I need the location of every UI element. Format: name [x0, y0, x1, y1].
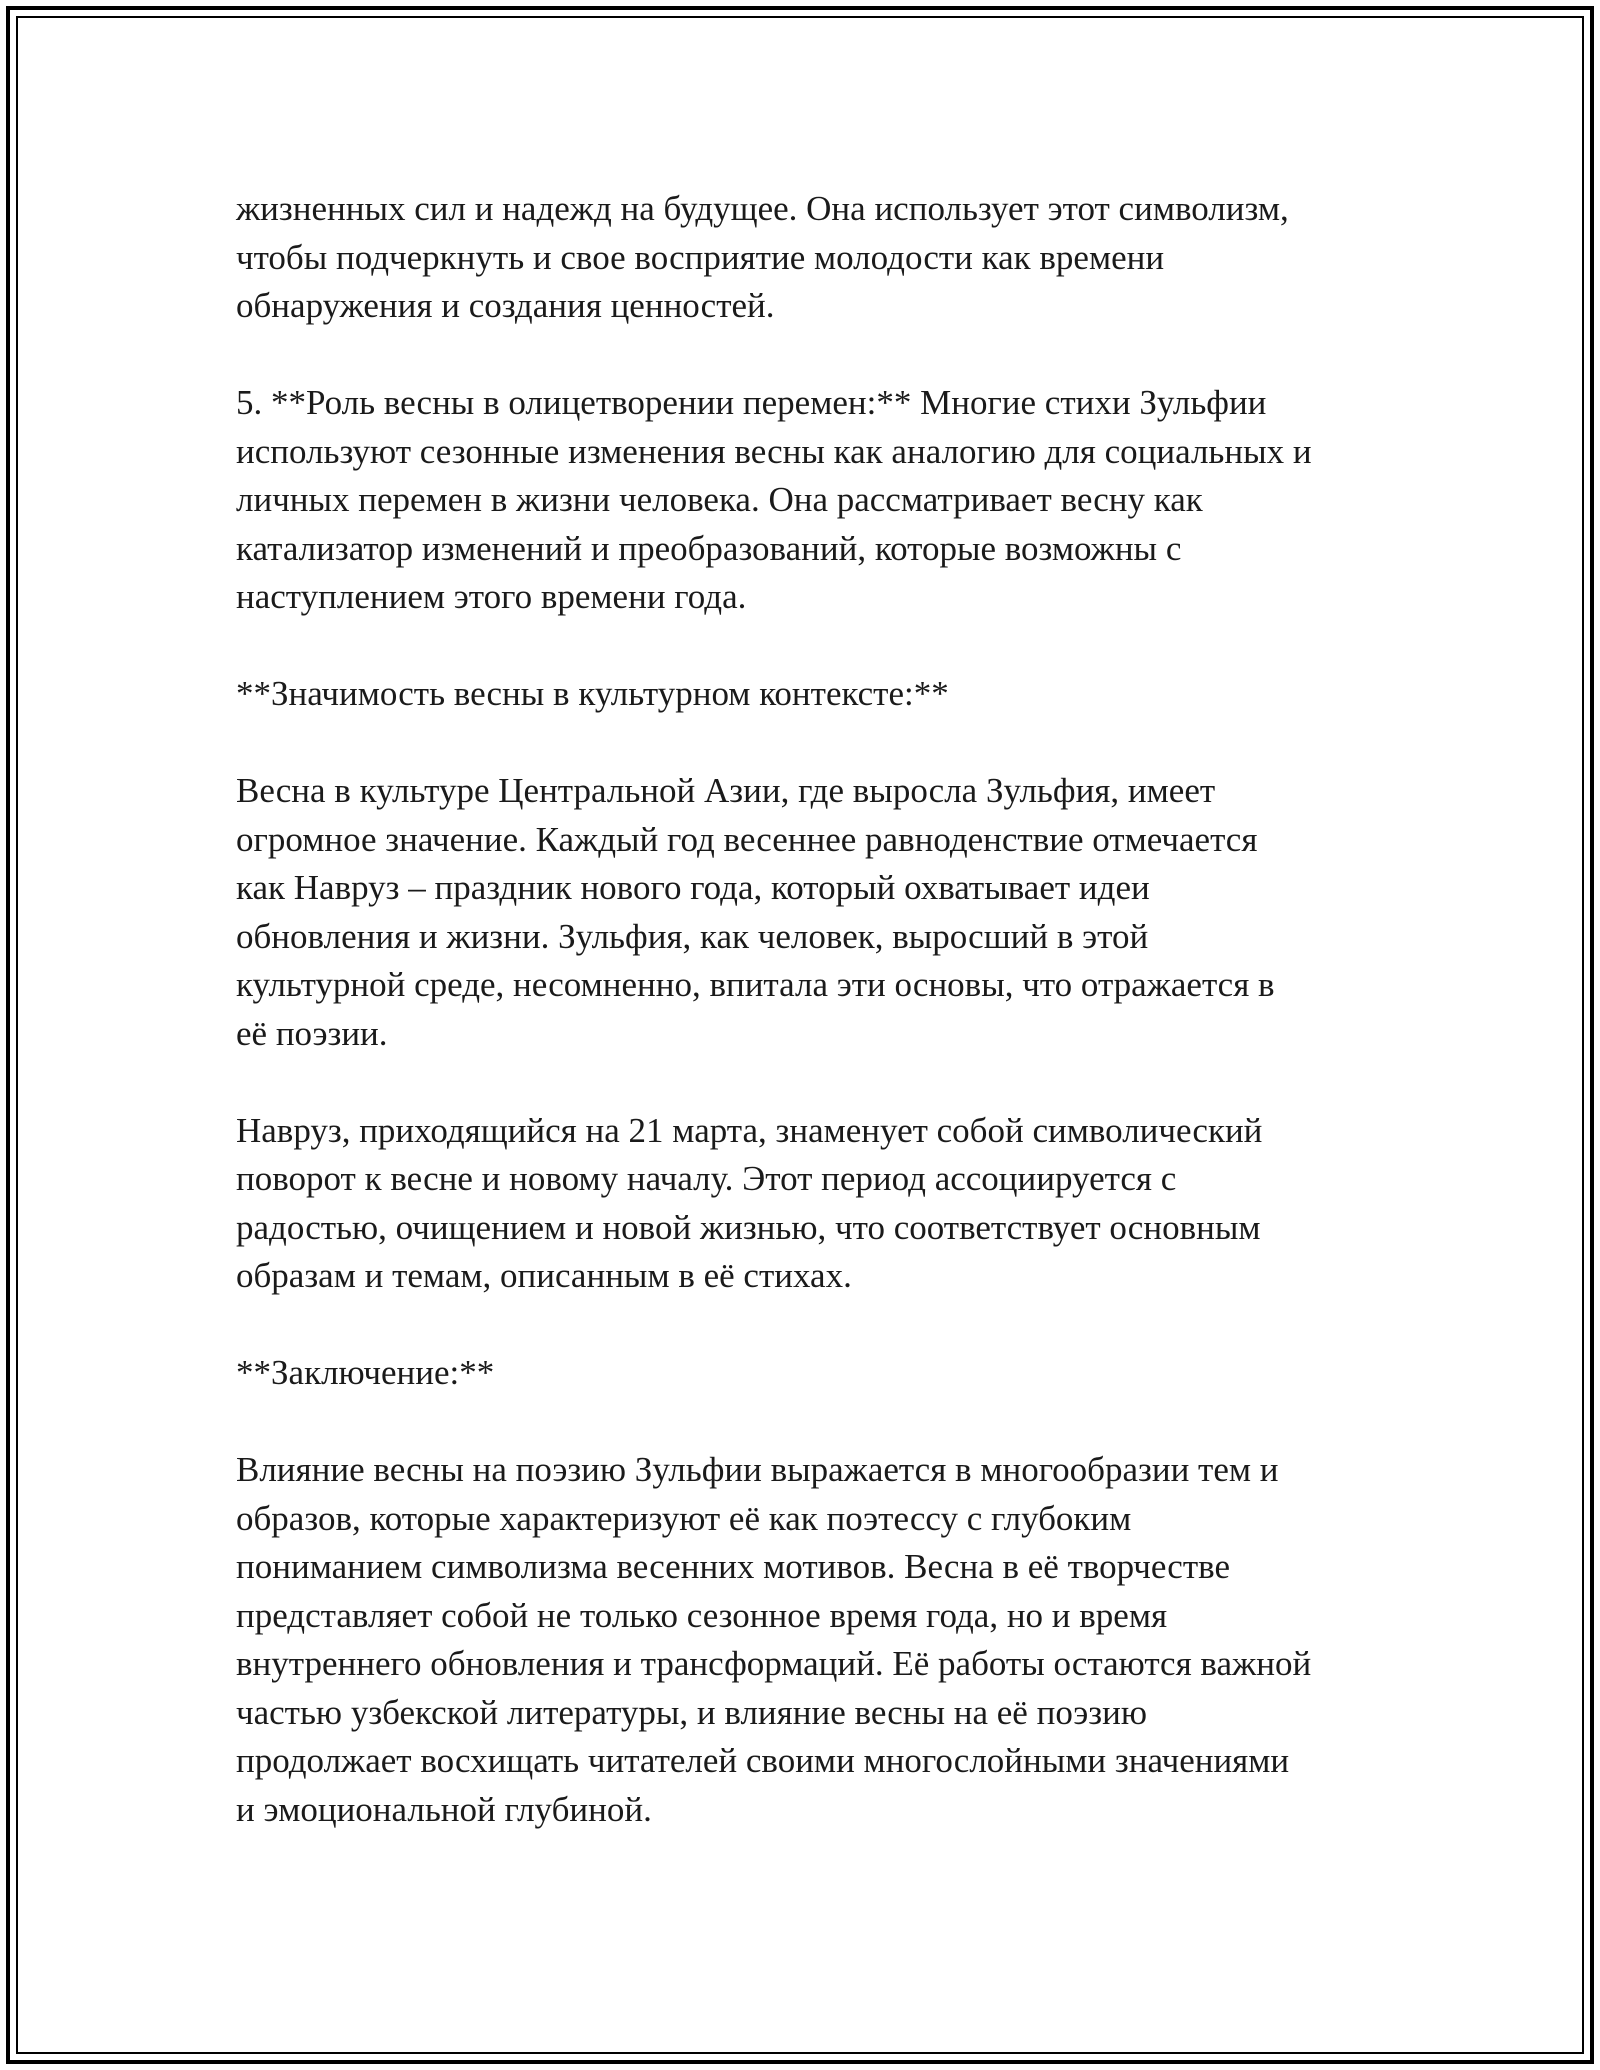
text-line: поворот к весне и новому началу. Этот период ассоциируется с: [236, 1159, 1177, 1198]
paragraph-gap: [236, 622, 1376, 671]
paragraph-navruz: [236, 1107, 1376, 1301]
text-line: её поэзии.: [236, 1013, 388, 1053]
text-line: Весна в культуре Центральной Азии, где выросла Зульфия, имеет: [236, 771, 1216, 810]
paragraph-gap: [236, 1058, 1376, 1107]
section-heading: **Заключение:**: [236, 1353, 495, 1392]
text-line: культурной среде, несомненно, впитала эти основы, что отражается в: [236, 965, 1275, 1004]
section-heading: **Значимость весны в культурном контексте:**: [236, 674, 949, 713]
text-line: как Навруз – праздник нового года, который охватывает идеи: [236, 868, 1150, 907]
paragraph-conclusion: [236, 1446, 1376, 1834]
text-line: и эмоциональной глубиной.: [236, 1789, 652, 1829]
text-line: радостью, очищением и новой жизнью, что соответствует основным: [236, 1207, 1261, 1247]
paragraph-gap: [236, 1398, 1376, 1447]
text-line: 5. **Роль весны в олицетворении перемен:** Многие стихи Зульфии: [236, 383, 1267, 422]
text-line: обновления и жизни. Зульфия, как человек, выросший в этой: [236, 916, 1149, 956]
text-line: продолжает восхищать читателей своими многослойными значениями: [236, 1741, 1290, 1780]
text-line: катализатор изменений и преобразований, которые возможны с: [236, 528, 1182, 568]
paragraph-role-of-spring: [236, 379, 1376, 622]
heading-conclusion: [236, 1349, 1376, 1398]
text-line: Влияние весны на поэзию Зульфии выражается в многообразии тем и: [236, 1450, 1279, 1489]
text-line: наступлением этого времени года.: [236, 577, 747, 616]
text-line: представляет собой не только сезонное время года, но и время: [236, 1595, 1168, 1635]
text-line: жизненных сил и надежд на будущее. Она использует этот символизм,: [236, 189, 1289, 228]
text-line: личных перемен в жизни человека. Она рассматривает весну как: [236, 480, 1203, 519]
document-body: [236, 185, 1376, 1834]
text-line: частью узбекской литературы, и влияние весны на её поэзию: [236, 1692, 1147, 1732]
paragraph-central-asia: [236, 767, 1376, 1058]
heading-cultural-context: [236, 670, 1376, 719]
text-line: огромное значение. Каждый год весеннее равноденствие отмечается: [236, 819, 1258, 859]
paragraph-youth-symbolism: [236, 185, 1376, 331]
text-line: используют сезонные изменения весны как аналогию для социальных и: [236, 431, 1312, 471]
text-line: Навруз, приходящийся на 21 марта, знаменует собой символический: [236, 1110, 1263, 1150]
text-line: образам и темам, описанным в её стихах.: [236, 1256, 852, 1295]
text-line: внутреннего обновления и трансформаций. Её работы остаются важной: [236, 1644, 1312, 1683]
text-line: образов, которые характеризуют её как поэтессу с глубоким: [236, 1498, 1132, 1538]
text-line: чтобы подчеркнуть и свое восприятие молодости как времени: [236, 237, 1165, 277]
paragraph-gap: [236, 331, 1376, 380]
paragraph-gap: [236, 719, 1376, 768]
text-line: пониманием символизма весенних мотивов. Весна в её творчестве: [236, 1547, 1230, 1586]
paragraph-gap: [236, 1301, 1376, 1350]
text-line: обнаружения и создания ценностей.: [236, 286, 775, 325]
